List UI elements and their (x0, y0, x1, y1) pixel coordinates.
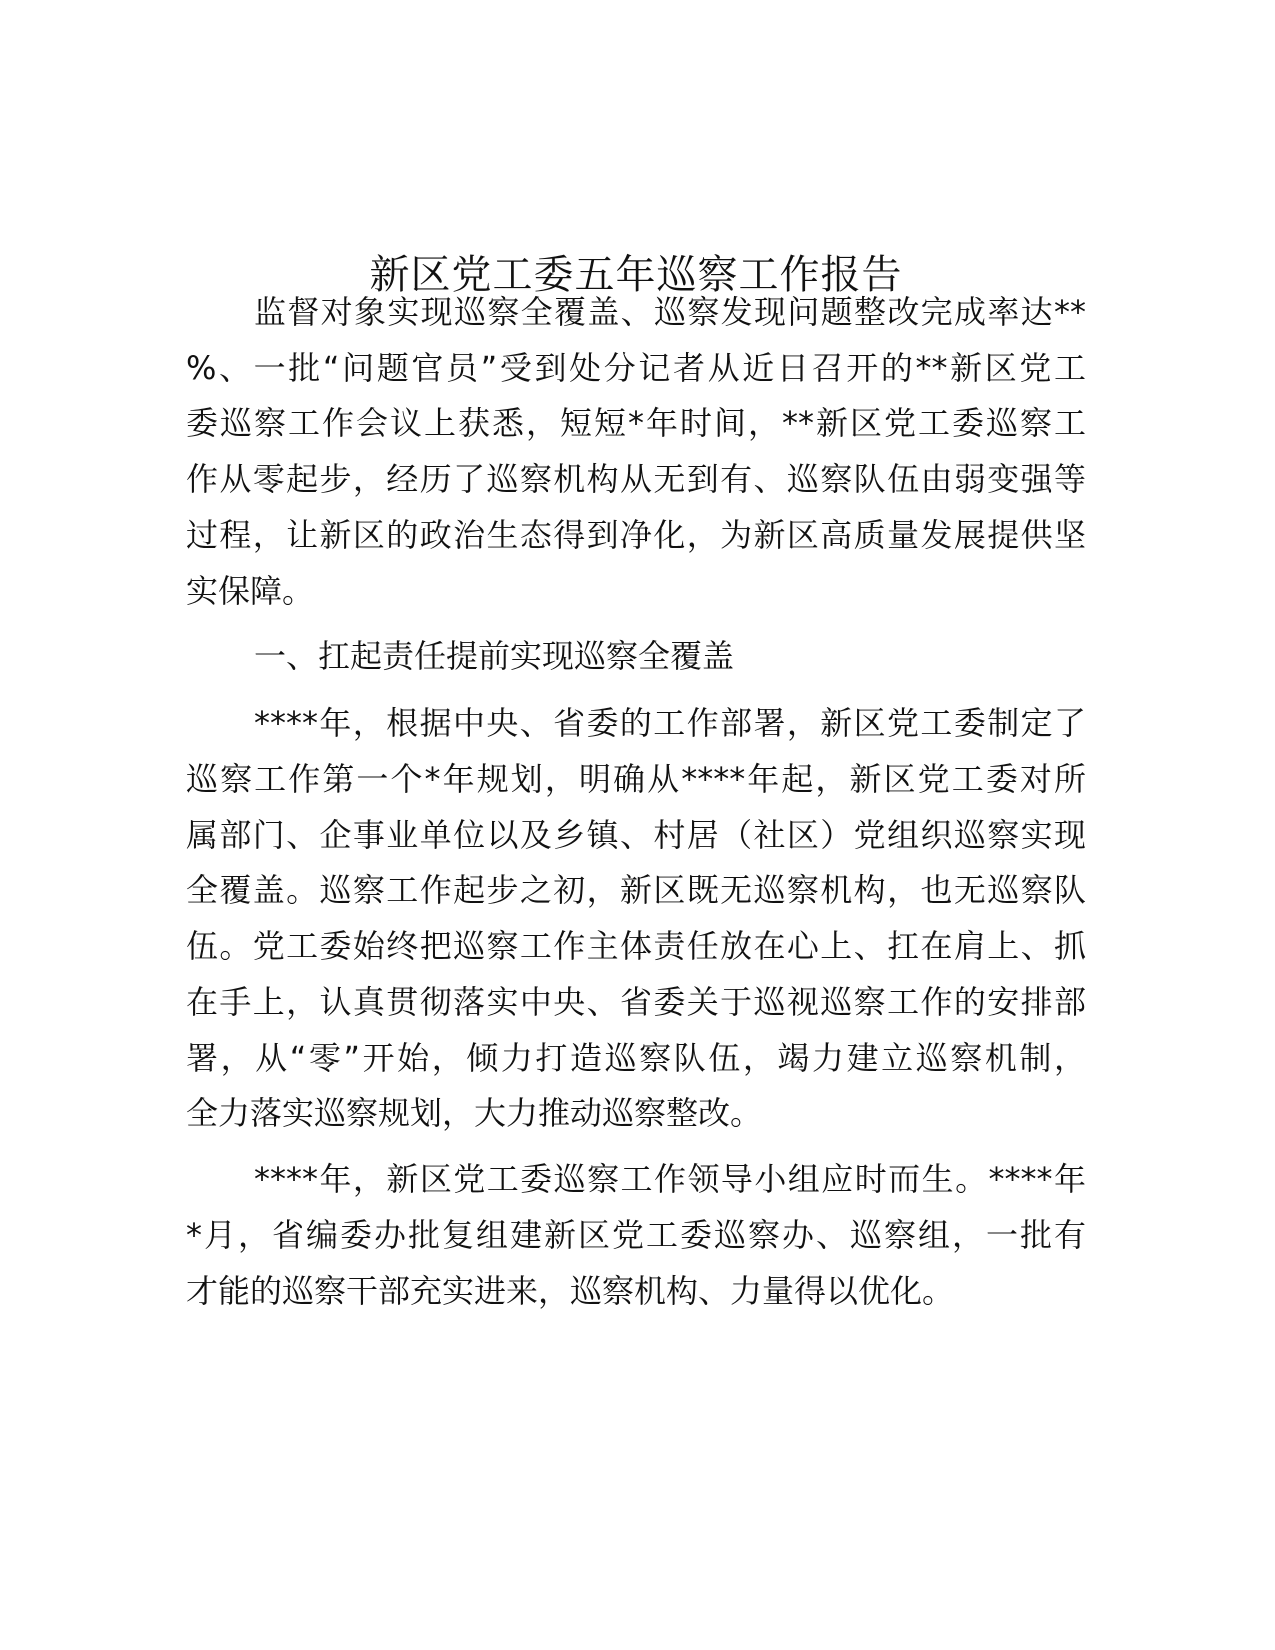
paragraph-3-line-1: ****年，新区党工委巡察工作领导小组应时而生。****年 (254, 1160, 1086, 1198)
paragraph-2-line-7: 署，从“零”开始，倾力打造巡察队伍，竭力建立巡察机制， (186, 1039, 1086, 1077)
section-heading-1: 一、扛起责任提前实现巡察全覆盖 (254, 637, 735, 675)
paragraph-1-line-6: 实保障。 (186, 572, 315, 610)
paragraph-2-line-5: 伍。党工委始终把巡察工作主体责任放在心上、扛在肩上、抓 (186, 927, 1086, 965)
paragraph-2-line-3: 属部门、企事业单位以及乡镇、村居（社区）党组织巡察实现 (186, 816, 1086, 854)
paragraph-1-line-1: 监督对象实现巡察全覆盖、巡察发现问题整改完成率达** (254, 293, 1086, 331)
paragraph-1-line-5: 过程，让新区的政治生态得到净化，为新区高质量发展提供坚 (186, 516, 1086, 554)
paragraph-2-line-1: ****年，根据中央、省委的工作部署，新区党工委制定了 (254, 704, 1086, 742)
paragraph-2-line-2: 巡察工作第一个*年规划，明确从****年起，新区党工委对所 (186, 760, 1086, 798)
paragraph-2-line-8: 全力落实巡察规划，大力推动巡察整改。 (186, 1094, 763, 1132)
paragraph-1-line-4: 作从零起步，经历了巡察机构从无到有、巡察队伍由弱变强等 (186, 460, 1086, 498)
paragraph-2-line-4: 全覆盖。巡察工作起步之初，新区既无巡察机构，也无巡察队 (186, 871, 1086, 909)
document-title: 新区党工委五年巡察工作报告 (369, 251, 903, 298)
paragraph-2-line-6: 在手上，认真贯彻落实中央、省委关于巡视巡察工作的安排部 (186, 983, 1086, 1021)
paragraph-3-line-2: *月，省编委办批复组建新区党工委巡察办、巡察组，一批有 (186, 1216, 1086, 1254)
paragraph-1-line-2: %、一批“问题官员”受到处分记者从近日召开的**新区党工 (186, 349, 1086, 387)
paragraph-1-line-3: 委巡察工作会议上获悉，短短*年时间，**新区党工委巡察工 (186, 404, 1086, 442)
paragraph-3-line-3: 才能的巡察干部充实进来，巡察机构、力量得以优化。 (186, 1272, 955, 1310)
